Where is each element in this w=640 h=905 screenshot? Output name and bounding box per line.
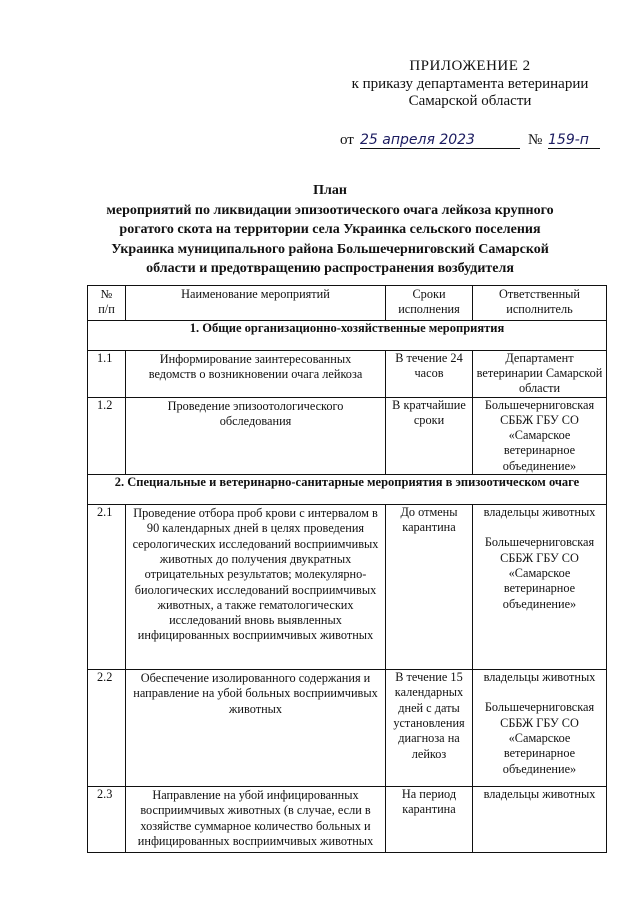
row-num: 2.1 [88, 505, 126, 670]
row-name: Обеспечение изолированного содержания и направление на убой больных восприимчивых животных [126, 670, 386, 787]
row-resp: Департамент ветеринарии Самарской области [473, 350, 607, 397]
table-row [88, 505, 607, 670]
title-line-3: рогатого скота на территории села Украинка сельского поселения [119, 222, 541, 237]
row-term: В течение 24 часов [386, 350, 473, 397]
appendix-header [330, 58, 610, 111]
row-num: 1.2 [88, 397, 126, 474]
resp-station: Большечерниговская СББЖ ГБУ СО «Самарское ветеринарное объединение» [484, 535, 595, 611]
appendix-title: ПРИЛОЖЕНИЕ 2 [409, 58, 531, 74]
row-num: 2.2 [88, 670, 126, 787]
table-header-row [88, 286, 607, 321]
col-header-resp: Ответственный исполнитель [473, 286, 607, 321]
col-header-term: Сроки исполнения [386, 286, 473, 321]
measures-table [87, 285, 607, 853]
row-resp: Большечерниговская СББЖ ГБУ СО «Самарское ветеринарное объединение» [473, 397, 607, 474]
row-term: На период карантина [386, 787, 473, 853]
row-name: Проведение эпизоотологического обследования [126, 397, 386, 474]
order-date: 25 апреля 2023 [360, 132, 520, 149]
table-row [88, 670, 607, 787]
col-header-name: Наименование мероприятий [126, 286, 386, 321]
row-term: До отмены карантина [386, 505, 473, 670]
row-name: Проведение отбора проб крови с интервалом в 90 календарных дней в целях проведения серологических исследований восприимчивых животных до получения двукратных отрицательных результатов; молекулярно-биологических исследований восприимчивых животных, а также гематологических исследований вновь выявленных инфицированных восприимчивых животных [126, 505, 386, 670]
row-name: Информирование заинтересованных ведомств о возникновении очага лейкоза [126, 350, 386, 397]
plan-title [80, 181, 580, 279]
resp-station: Большечерниговская СББЖ ГБУ СО «Самарское ветеринарное объединение» [484, 700, 595, 776]
number-prefix: № [528, 132, 543, 148]
table-row [88, 787, 607, 853]
title-line-5: области и предотвращению распространения возбудителя [146, 261, 514, 276]
section-2-title: 2. Специальные и ветеринарно-санитарные мероприятия в эпизоотическом очаге [88, 475, 607, 505]
section-row [88, 475, 607, 505]
row-resp: владельцы животных [473, 787, 607, 853]
appendix-region: Самарской области [408, 93, 532, 109]
order-date-number [340, 132, 630, 154]
table-row [88, 350, 607, 397]
row-resp [473, 505, 607, 670]
appendix-order-ref: к приказу департамента ветеринарии [351, 75, 589, 92]
section-1-title: 1. Общие организационно-хозяйственные мероприятия [88, 320, 607, 350]
row-num: 2.3 [88, 787, 126, 853]
section-row [88, 320, 607, 350]
resp-owners: владельцы животных [483, 670, 596, 685]
row-resp [473, 670, 607, 787]
row-term: В течение 15 календарных дней с даты установления диагноза на лейкоз [386, 670, 473, 787]
col-header-num: № п/п [88, 286, 126, 321]
resp-owners: владельцы животных [483, 505, 596, 520]
date-prefix: от [340, 132, 354, 148]
title-line-2: мероприятий по ликвидации эпизоотического очага лейкоза крупного [106, 202, 554, 218]
row-term: В кратчайшие сроки [386, 397, 473, 474]
title-line-4: Украинка муниципального района Большечерниговский Самарской [111, 241, 549, 257]
row-name: Направление на убой инфицированных восприимчивых животных (в случае, если в хозяйстве суммарное количество больных и инфицированных восприимчивых животных [126, 787, 386, 853]
row-num: 1.1 [88, 350, 126, 397]
title-line-1: План [313, 183, 347, 198]
order-number: 159-п [548, 132, 600, 149]
table-row [88, 397, 607, 474]
